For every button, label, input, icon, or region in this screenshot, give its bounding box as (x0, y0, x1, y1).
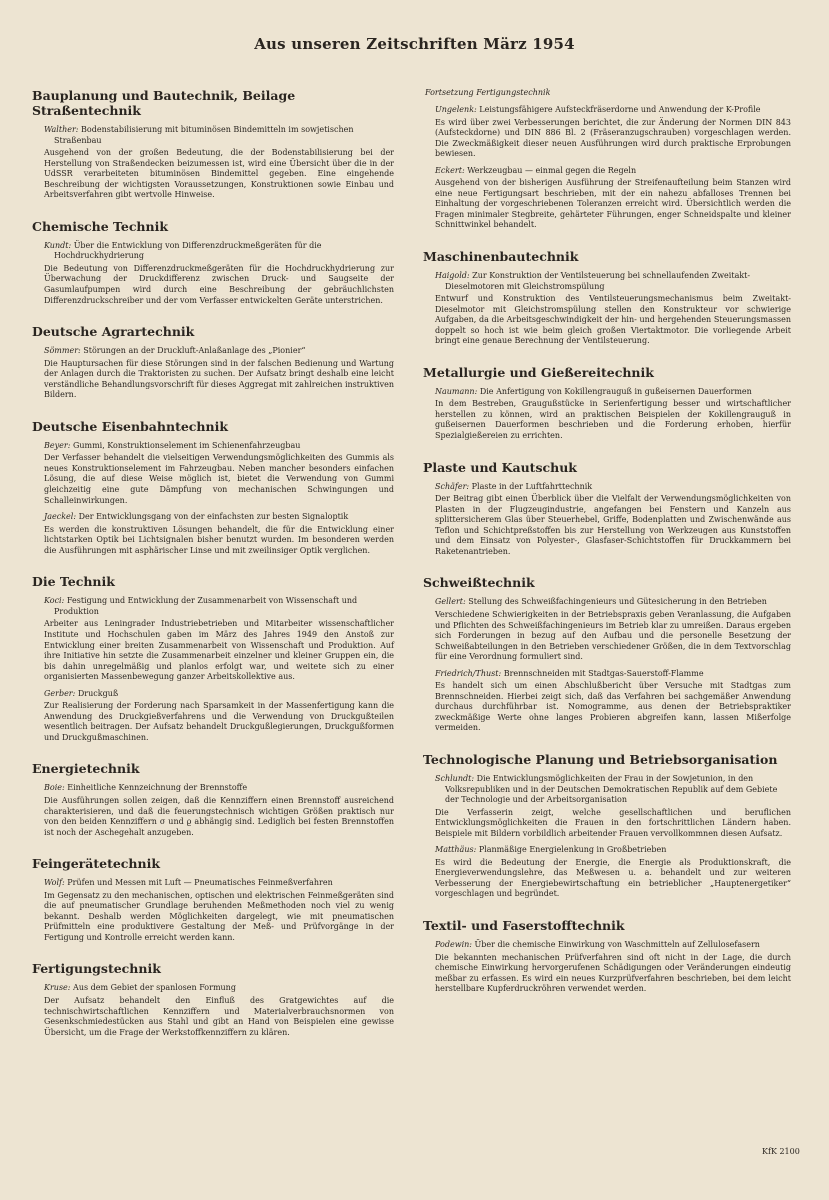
article-title-text: Einheitliche Kennzeichnung der Brennstoffe (67, 783, 248, 793)
article-title (423, 482, 791, 493)
article-entry (32, 441, 394, 506)
section (423, 249, 791, 347)
section (423, 918, 791, 995)
section (423, 460, 791, 558)
article-title-text: Plaste in der Luftfahrttechnik (471, 481, 593, 491)
article-entry (423, 845, 791, 900)
article-title-text: Aus dem Gebiet der spanlosen Formung (73, 983, 236, 993)
article-entry (32, 783, 394, 838)
article-entry (32, 241, 394, 306)
article-title (32, 983, 394, 994)
article-entry (423, 774, 791, 839)
article-title-text: Stellung des Schweißfachingenieurs und Gütesicherung in den Betrieben (468, 597, 767, 607)
article-title (423, 166, 791, 177)
section (32, 419, 394, 556)
section (32, 961, 394, 1038)
section (423, 575, 791, 734)
article-author: Matthäus: (435, 845, 477, 855)
section-heading: Metallurgie und Gießereitechnik (423, 364, 654, 380)
article-author: Koci: (44, 596, 65, 606)
article-entry (423, 482, 791, 558)
article-abstract: Entwurf und Konstruktion des Ventilsteuerungsmechanismus beim Zweitakt-Dieselmotor mit Gleichstromspülung stellen den Konstrukteur vor schwierige Aufgaben, da die Arbeitsgeschwindigkeit der hin- und hergehenden Steuerungsmassen doppelt so hoch ist wie beim gleich großen Viertaktmotor. Die vorliegende Arbeit bringt eine genaue Berechnung der Ventilsteuerung. (435, 294, 791, 346)
article-author: Gerber: (44, 688, 76, 698)
article-author: Naumann: (435, 386, 478, 396)
article-abstract: Arbeiter aus Leningrader Industriebetrieben und Mitarbeiter wissenschaftlicher Institute und Hochschulen gaben im März des Jahres 1949 den Anstoß zur Entwicklung einer breiten Zusammenarbeit von Wissenschaft und Produktion. Auf ihre Initiative hin setzte die Zusammenarbeit einzelner und kleiner Gruppen ein, die bis dahin unregelmäßig und planlos erfolgt war, und weitete sich zu einer organisierten Massenbewegung ganzer Arbeitskollektive aus. (44, 619, 394, 682)
article-abstract: Verschiedene Schwierigkeiten in der Betriebspraxis geben Veranlassung, die Aufgaben und Pflichten des Schweißfachingenieurs im Betrieb klar zu umreißen. Daraus ergeben sich Forderungen in bezug auf den Aufbau und die personelle Besetzung der Schweißabteilungen in den Betrieben verschiedener Größen, die in dem Textvorschlag für eine Verordnung formuliert sind. (435, 609, 791, 662)
article-entry (32, 346, 394, 401)
section (423, 365, 791, 442)
section (32, 856, 394, 943)
section-heading: Maschinenbautechnik (423, 249, 579, 265)
article-abstract: Zur Realisierung der Forderung nach Sparsamkeit in der Massenfertigung kann die Anwendung des Druckgießverfahrens und die Verwendung von Druckgußteilen wesentlich beitragen. Der Aufsatz behandelt Druckgußlegierungen, Druckgußformen und Druckgußmaschinen. (44, 701, 394, 742)
article-abstract: Der Beitrag gibt einen Überblick über die Vielfalt der Verwendungsmöglichkeiten von Plasten in der Flugzeugindustrie, angefangen bei Fenstern und Kanzeln aus splittersicherem Glas über Steuerhebel, Griffe, Bodenplatten und Zwischenwände aus Teflon und Schichtpreßstoffen bis zur Herstellung von Werkzeugen aus Kunststoffen und dem Einsatz von Polyester-, Glasfaser-Schichtstoffen für Druckkammern bei Raketenantrieben. (435, 494, 791, 556)
article-author: Friedrich/Thust: (435, 668, 502, 678)
continuation-note: Fortsetzung Fertigungstechnik (425, 88, 551, 97)
footer-code: KfK 2100 (762, 1147, 800, 1156)
article-title-text: Gummi, Konstruktionselement im Schienenfahrzeugbau (72, 440, 301, 450)
article-title-text: Leistungsfähigere Aufsteckfräserdorne und Anwendung der K-Profile (479, 105, 761, 114)
article-abstract: Ausgehend von der großen Bedeutung, die der Bodenstabilisierung bei der Herstellung von Straßendecken beizumessen ist, wird eine Übersicht über die in der UdSSR verarbeiteten bituminösen Bindemittel gegeben. Eine eingehende Beschreibung der wichtigsten Voraussetzungen, Konstruktionen sowie Einbau und Arbeitsverfahren gibt wertvolle Hinweise. (44, 148, 394, 200)
article-entry (32, 512, 394, 556)
article-entry (32, 125, 394, 201)
article-abstract: Es werden die konstruktiven Lösungen behandelt, die für die Entwicklung einer lichtstarken Optik bei Lichtsignalen bisher benutzt wurden. Im besonderen werden die Ausführungen mit asphärischer Linse und mit zweilinsiger Optik verglichen. (44, 524, 394, 555)
article-title (423, 774, 791, 806)
article-title (32, 241, 394, 262)
article-entry (423, 166, 791, 231)
article-title-text: Festigung und Entwicklung der Zusammenarbeit von Wissenschaft und Produktion (54, 596, 358, 616)
article-abstract: Die bekannten mechanischen Prüfverfahren sind oft nicht in der Lage, die durch chemische Einwirkung hervorgerufenen Schädigungen oder Veränderungen eindeutig meßbar zu erfassen. Es wird ein neues Kurzprüfverfahren beschrieben, bei dem leicht herstellbare Kupferdruckröhren verwendet werden. (435, 952, 791, 994)
article-title-text: Bodenstabilisierung mit bituminösen Bindemitteln im sowjetischen Straßenbau (54, 125, 354, 145)
article-title (32, 783, 394, 794)
left-column (32, 88, 394, 1056)
section-heading: Plaste und Kautschuk (423, 459, 577, 475)
article-abstract: Es handelt sich um einen Abschlußbericht über Versuche mit Stadtgas zum Brennschneiden. Hierbei zeigt sich, daß das Verfahren bei sachgemäßer Anwendung durchaus durchführbar ist. Nomogramme, aus denen der Betriebspraktiker zweckmäßige Werte ohne langes Probieren abgreifen kann, lassen Mißerfolge vermeiden. (435, 681, 791, 733)
section (32, 324, 394, 401)
article-author: Beyer: (44, 440, 71, 450)
right-column (423, 88, 791, 1013)
article-title (32, 596, 394, 617)
article-abstract: Die Ausführungen sollen zeigen, daß die Kennziffern einen Brennstoff ausreichend charakterisieren, und daß die feuerungstechnisch wichtigen Größen praktisch nur von den beiden Kennziffern σ und ϱ abhängig sind. Lediglich bei festen Brennstoffen ist noch der Aschegehalt anzugeben. (44, 795, 394, 837)
article-title (423, 387, 791, 398)
section-heading: Bauplanung und Bautechnik, Beilage Straßentechnik (32, 88, 296, 118)
article-title (32, 346, 394, 357)
section-heading: Deutsche Eisenbahntechnik (32, 418, 228, 434)
section (32, 761, 394, 838)
article-title-text: Störungen an der Druckluft-Anlaßanlage des „Pionier“ (83, 346, 306, 356)
article-title (32, 441, 394, 452)
article-title (32, 125, 394, 146)
section-heading: Schweißtechnik (423, 575, 535, 591)
article-abstract: Der Aufsatz behandelt den Einfluß des Gratgewichtes auf die technischwirtschaftlichen Kennziffern und Materialverbrauchsnormen von Gesenkschmiedestücken aus Stahl und gibt an Hand von Beispielen eine gewisse Übersicht, um die Frage der Werkstoffkennziffern zu klären. (44, 995, 394, 1037)
article-entry (32, 689, 394, 744)
article-author: Schlundt: (435, 773, 475, 783)
article-title-text: Brennschneiden mit Stadtgas-Sauerstoff-Flamme (503, 668, 704, 678)
article-entry (423, 271, 791, 347)
section (32, 219, 394, 306)
article-abstract: Der Verfasser behandelt die vielseitigen Verwendungsmöglichkeiten des Gummis als neues Konstruktionselement im Fahrzeugbau. Neben mancher besonders einfachen Lösung, die auf diese Weise möglich ist, bietet die Verwendung von Gummi gleichzeitig eine gute Dämpfung von mechanischen Schwingungen und Schalleinwirkungen. (44, 453, 394, 505)
article-title-text: Der Entwicklungsgang von der einfachsten zur besten Signaloptik (78, 512, 349, 522)
section-heading: Energietechnik (32, 761, 140, 777)
article-author: Walther: (44, 125, 79, 134)
article-title-text: Die Anfertigung von Kokillengrauguß in gußeisernen Dauerformen (479, 386, 752, 396)
article-abstract: Die Verfasserin zeigt, welche gesellschaftlichen und beruflichen Entwicklungsmöglichkeiten die Frauen in den fortschrittlichen Ländern haben. Beispiele mit Bildern vorbildlich arbeitender Frauen vervollkommnen diesen Aufsatz. (435, 807, 791, 838)
article-abstract: Ausgehend von der bisherigen Ausführung der Streifenaufteilung beim Stanzen wird eine neue Fertigungsart beschrieben, mit der ein nahezu abfalloses Trennen bei Einhaltung der vorgeschriebenen Toleranzen erreicht wird. Übersichtlich werden die Fragen minimaler Stegbreite, gehärteter Führungen, enger Schneidspalte und kleiner Schnittwinkel behandelt. (435, 178, 791, 230)
article-author: Gellert: (435, 597, 466, 607)
section (423, 88, 791, 231)
article-title (423, 845, 791, 856)
article-abstract: Im Gegensatz zu den mechanischen, optischen und elektrischen Feinmeßgeräten sind die auf pneumatischer Grundlage beruhenden Meßmethoden noch viel zu wenig bekannt. Deshalb werden Möglichkeiten dargelegt, wie mit pneumatischen Prüfmitteln eine produktivere Gestaltung der Meß- und Prüfvorgänge in der Fertigung und Kontrolle erreicht werden kann. (44, 890, 394, 942)
article-author: Boie: (44, 783, 65, 793)
article-entry (423, 669, 791, 734)
article-author: Kundt: (44, 240, 72, 250)
section (423, 752, 791, 900)
section-heading: Deutsche Agrartechnik (32, 324, 195, 340)
article-entry (32, 596, 394, 682)
article-abstract: Es wird über zwei Verbesserungen berichtet, die zur Änderung der Normen DIN 843 (Aufsteckdorne) und DIN 886 Bl. 2 (Fräseranzugschrauben) vorgeschlagen werden. Die Zweckmäßigkeit dieser neuen Ausführungen wird durch praktische Erprobungen bewiesen. (435, 117, 791, 159)
article-author: Ungelenk: (435, 105, 477, 114)
article-title-text: Über die chemische Einwirkung von Waschmitteln auf Zellulosefasern (474, 939, 760, 949)
article-entry (423, 940, 791, 995)
article-entry (423, 597, 791, 662)
section-heading: Technologische Planung und Betriebsorganisation (423, 751, 778, 767)
article-abstract: In dem Bestreben, Graugußstücke in Serienfertigung besser und wirtschaftlicher herstellen zu können, wird an praktischen Beispielen der Kokillengrauguß in gußeisernen Dauerformen beschrieben und die Forderung erhoben, hierfür Spezialgießereien zu errichten. (435, 399, 791, 441)
article-author: Jaeckel: (44, 512, 77, 522)
article-author: Schäfer: (435, 481, 470, 491)
article-title (423, 597, 791, 608)
article-author: Kruse: (44, 983, 71, 993)
section-heading: Chemische Technik (32, 218, 169, 234)
article-author: Eckert: (435, 165, 465, 175)
article-title-text: Über die Entwicklung von Differenzdruckmeßgeräten für die Hochdruckhydrierung (54, 240, 322, 261)
article-entry (423, 387, 791, 442)
section-heading: Fertigungstechnik (32, 961, 161, 977)
article-author: Podewin: (435, 939, 472, 949)
article-title-text: Zur Konstruktion der Ventilsteuerung bei schnellaufenden Zweitakt-Dieselmotoren mit Gleichstromspülung (445, 271, 751, 291)
section-heading: Textil- und Faserstofftechnik (423, 917, 625, 933)
article-abstract: Die Hauptursachen für diese Störungen sind in der falschen Bedienung und Wartung der Anlagen durch die Traktoristen zu suchen. Der Aufsatz bringt deshalb eine leicht verständliche Behandlungsvorschrift für dieses Aggregat mit zahlreichen instruktiven Bildern. (44, 358, 394, 400)
article-title (423, 940, 791, 951)
article-title (423, 271, 791, 292)
article-title-text: Werkzeugbau — einmal gegen die Regeln (467, 165, 637, 175)
article-title (32, 878, 394, 889)
article-title (423, 669, 791, 680)
page-title: Aus unseren Zeitschriften März 1954 (254, 35, 575, 53)
section (32, 88, 394, 201)
article-title-text: Planmäßige Energielenkung in Großbetrieben (478, 845, 667, 855)
section (32, 574, 394, 743)
article-author: Sömmer: (44, 346, 81, 356)
article-abstract: Die Bedeutung von Differenzdruckmeßgeräten für die Hochdruckhydrierung zur Überwachung der Druckdifferenz zwischen Druck- und Saugseite der Gasumlaufpumpen wird durch eine Beschreibung der gebräuchlichsten Differenzdruckschreiber und der vom Verfasser entwickelten Geräte unterstrichen. (44, 263, 394, 305)
article-author: Haigold: (435, 271, 470, 281)
section-heading: Die Technik (32, 574, 115, 590)
article-title (423, 105, 791, 116)
article-title-text: Prüfen und Messen mit Luft — Pneumatisches Feinmeßverfahren (67, 878, 333, 888)
article-entry (423, 105, 791, 160)
article-title (32, 689, 394, 700)
article-author: Wolf: (44, 878, 65, 888)
article-entry (32, 878, 394, 943)
article-entry (32, 983, 394, 1038)
article-abstract: Es wird die Bedeutung der Energie, die Energie als Produktionskraft, die Energieverwendungslehre, das Meßwesen u. a. behandelt und zur weiteren Verbesserung der Energiebewirtschaftung ein betrieblicher „Hauptenergetiker“ vorgeschlagen und begründet. (435, 857, 791, 899)
article-title (32, 512, 394, 523)
section-heading: Feingerätetechnik (32, 856, 161, 872)
article-title-text: Druckguß (77, 688, 119, 698)
article-title-text: Die Entwicklungsmöglichkeiten der Frau in der Sowjetunion, in den Volksrepubliken und in der Deutschen Demokratischen Republik auf dem Gebiete der Technologie und der Arbeitsorganisation (445, 773, 778, 805)
